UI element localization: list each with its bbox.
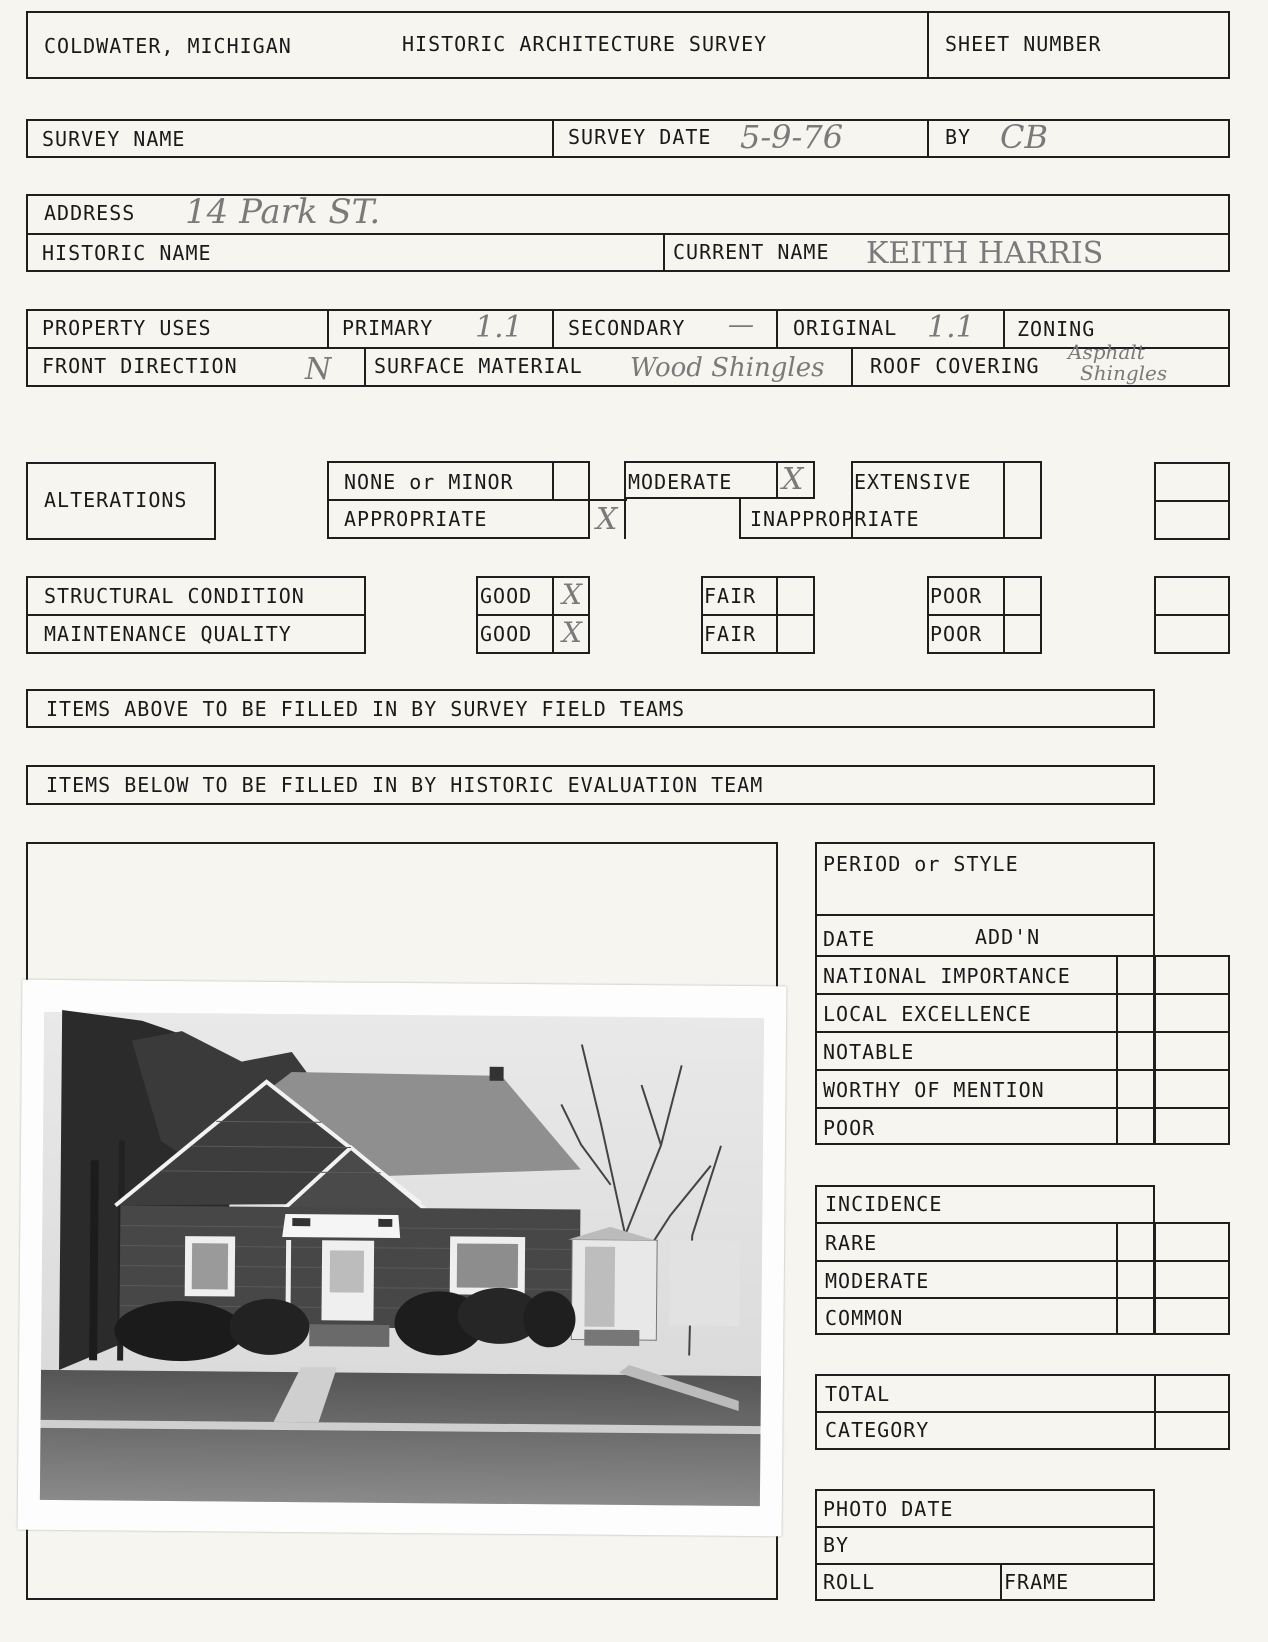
eval-item-worthy: WORTHY OF MENTION bbox=[823, 1078, 1045, 1102]
note-below: ITEMS BELOW TO BE FILLED IN BY HISTORIC EVALUATION TEAM bbox=[46, 773, 764, 797]
roof-covering-value-1: Asphalt bbox=[1068, 340, 1145, 364]
total-label: TOTAL bbox=[825, 1382, 891, 1406]
maintenance-good-mark: X bbox=[562, 616, 582, 649]
eval-item-notable: NOTABLE bbox=[823, 1040, 915, 1064]
house-photo-image bbox=[18, 980, 787, 1537]
good-label-2: GOOD bbox=[480, 622, 533, 646]
original-label: ORIGINAL bbox=[793, 316, 898, 340]
historic-name-label: HISTORIC NAME bbox=[42, 241, 212, 265]
eval-item-local: LOCAL EXCELLENCE bbox=[823, 1002, 1032, 1026]
fair-label-2: FAIR bbox=[704, 622, 757, 646]
current-name-label: CURRENT NAME bbox=[673, 240, 830, 264]
fair-label-1: FAIR bbox=[704, 584, 757, 608]
survey-title: HISTORIC ARCHITECTURE SURVEY bbox=[402, 32, 768, 56]
roof-covering-value-2: Shingles bbox=[1080, 361, 1168, 385]
roll-label: ROLL bbox=[823, 1570, 876, 1594]
surface-material-value: Wood Shingles bbox=[630, 353, 825, 383]
eval-item-poor: POOR bbox=[823, 1116, 876, 1140]
alterations-label: ALTERATIONS bbox=[44, 488, 188, 512]
eval-item-national: NATIONAL IMPORTANCE bbox=[823, 964, 1071, 988]
zoning-label: ZONING bbox=[1017, 317, 1096, 341]
good-label-1: GOOD bbox=[480, 584, 533, 608]
incidence-rare: RARE bbox=[825, 1231, 878, 1255]
note-above: ITEMS ABOVE TO BE FILLED IN BY SURVEY FIELD TEAMS bbox=[46, 697, 686, 721]
address-label: ADDRESS bbox=[44, 201, 136, 225]
survey-name-label: SURVEY NAME bbox=[42, 127, 186, 151]
house-photograph bbox=[18, 980, 787, 1537]
appropriate-mark: X bbox=[596, 502, 618, 537]
primary-label: PRIMARY bbox=[342, 316, 434, 340]
secondary-value: — bbox=[728, 310, 754, 340]
secondary-label: SECONDARY bbox=[568, 316, 686, 340]
survey-by-label: BY bbox=[945, 125, 972, 149]
survey-date-label: SURVEY DATE bbox=[568, 125, 712, 149]
incidence-label: INCIDENCE bbox=[825, 1192, 943, 1216]
survey-by-value: CB bbox=[1000, 118, 1048, 156]
address-value: 14 Park ST. bbox=[185, 192, 381, 232]
period-style-label: PERIOD or STYLE bbox=[823, 852, 1019, 876]
moderate-mark: X bbox=[782, 462, 804, 497]
moderate-label: MODERATE bbox=[628, 470, 733, 494]
city-label: COLDWATER, MICHIGAN bbox=[44, 34, 292, 58]
maintenance-quality-label: MAINTENANCE QUALITY bbox=[44, 622, 292, 646]
extensive-label: EXTENSIVE bbox=[854, 470, 972, 494]
structural-good-mark: X bbox=[562, 578, 582, 611]
eval-addn-label: ADD'N bbox=[975, 925, 1041, 949]
incidence-moderate: MODERATE bbox=[825, 1269, 930, 1293]
frame-label: FRAME bbox=[1004, 1570, 1070, 1594]
property-uses-label: PROPERTY USES bbox=[42, 316, 212, 340]
front-direction-value: N bbox=[305, 352, 332, 387]
appropriate-label: APPROPRIATE bbox=[344, 507, 488, 531]
structural-condition-label: STRUCTURAL CONDITION bbox=[44, 584, 305, 608]
inappropriate-label: INAPPROPRIATE bbox=[750, 507, 920, 531]
roof-covering-label: ROOF COVERING bbox=[870, 354, 1040, 378]
photo-by-label: BY bbox=[823, 1533, 850, 1557]
original-value: 1.1 bbox=[927, 310, 975, 345]
none-minor-label: NONE or MINOR bbox=[344, 470, 514, 494]
poor-label-1: POOR bbox=[930, 584, 983, 608]
incidence-common: COMMON bbox=[825, 1306, 904, 1330]
eval-date-label: DATE bbox=[823, 927, 876, 951]
primary-value: 1.1 bbox=[475, 310, 523, 345]
category-label: CATEGORY bbox=[825, 1418, 930, 1442]
current-name-value: KEITH HARRIS bbox=[866, 236, 1104, 271]
survey-date-value: 5-9-76 bbox=[740, 118, 844, 156]
surface-material-label: SURFACE MATERIAL bbox=[374, 354, 583, 378]
poor-label-2: POOR bbox=[930, 622, 983, 646]
photo-date-label: PHOTO DATE bbox=[823, 1497, 954, 1521]
front-direction-label: FRONT DIRECTION bbox=[42, 354, 238, 378]
sheet-number-label: SHEET NUMBER bbox=[945, 32, 1102, 56]
